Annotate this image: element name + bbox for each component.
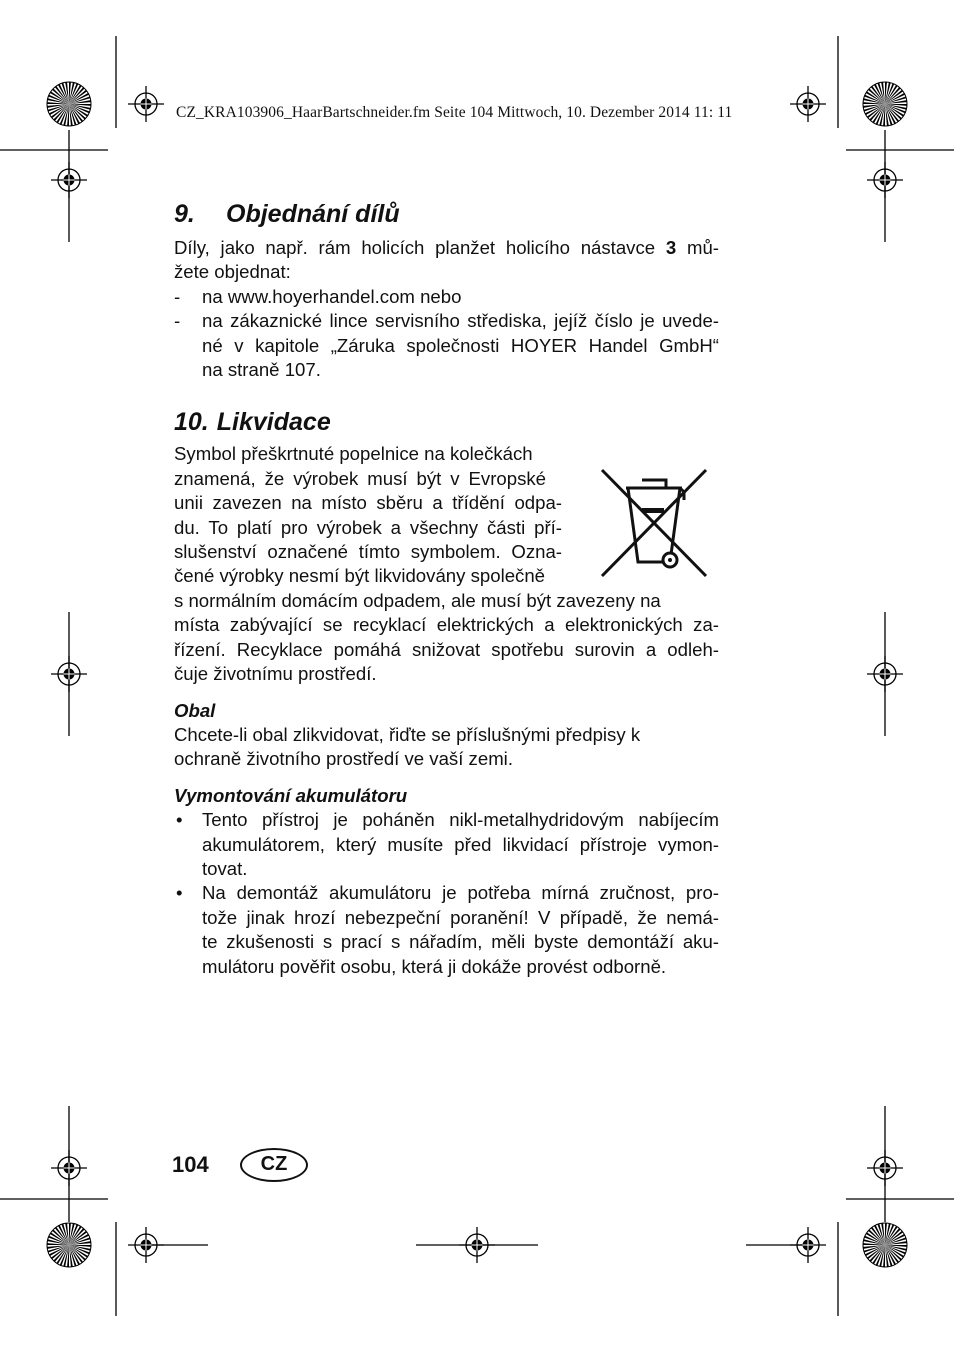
list-item: • Na demontáž akumulátoru je potřeba mírná zručnost, pro- tože jinak hrozí nebezpeční poranění! V případě, že nemá- te zkušenosti s prací s nářadím, měli byste demontáží aku- mulátoru pověřit osobu, která ji dokáže provést odborně. — [176, 882, 719, 977]
packaging-heading: Obal — [174, 699, 216, 721]
country-badge: CZ — [240, 1148, 308, 1182]
battery-removal-heading: Vymontování akumulátoru — [174, 784, 408, 806]
bullet-marker: • — [176, 882, 183, 904]
section-number: 10. — [174, 408, 209, 437]
section-title: Likvidace — [216, 408, 331, 437]
disposal-paragraph: Symbol přeškrtnuté popelnice na kolečkách znamená, že výrobek musí být v Evropské unii zavezen na místo sběru a třídění odpa- du. To platí pro výrobek a všechny části pří- slušenství označené tímto symbolem. Ozna- čené výrobky nesmí být likvidovány společně s normálním domácím odpadem, ale musí být zavezeny na místa zabývající se recyklací elektrických a elektronických za- řízení. Recyklace pomáhá snižovat spotřebu surovin a odleh- čuje životnímu prostředí. — [174, 443, 719, 685]
crossed-out-wheelie-bin-icon — [598, 466, 710, 580]
order-options-list — [174, 285, 719, 383]
starburst-target — [863, 82, 907, 126]
section-10-heading — [174, 406, 719, 438]
battery-removal-list — [174, 808, 719, 979]
list-item: - na zákaznické lince servisního střediska, jejíž číslo je uvede- né v kapitole „Záruka společnosti HOYER Handel GmbH“ na straně 107. — [174, 310, 719, 381]
dash-marker: - — [174, 310, 181, 332]
section-9-heading — [174, 198, 719, 230]
section-number: 9. — [174, 200, 195, 228]
bullet-marker: • — [176, 809, 183, 831]
starburst-target — [863, 1223, 907, 1267]
section-title: Objednání dílů — [226, 200, 400, 228]
packaging-paragraph: Chcete-li obal zlikvidovat, řiďte se příslušnými předpisy k ochraně životního prostředí ve vaší zemi. — [174, 723, 641, 770]
starburst-target — [47, 1223, 91, 1267]
part-number: 3 — [665, 237, 677, 258]
page-content — [174, 198, 719, 979]
list-item: - na www.hoyerhandel.com nebo — [174, 285, 719, 309]
order-intro: Díly, jako např. rám holicích planžet holicího nástavce 3 mů- žete objednat: — [174, 237, 719, 283]
dash-marker: - — [174, 285, 181, 307]
starburst-target — [47, 82, 91, 126]
file-info-header: CZ_KRA103906_HaarBartschneider.fm Seite 104 Mittwoch, 10. Dezember 2014 11: 11 — [176, 104, 733, 121]
page-number: 104 — [172, 1152, 209, 1177]
list-item: • Tento přístroj je poháněn nikl-metalhydridovým nabíjecím akumulátorem, který musíte před likvidací přístroje vymon- tovat. — [176, 809, 719, 879]
